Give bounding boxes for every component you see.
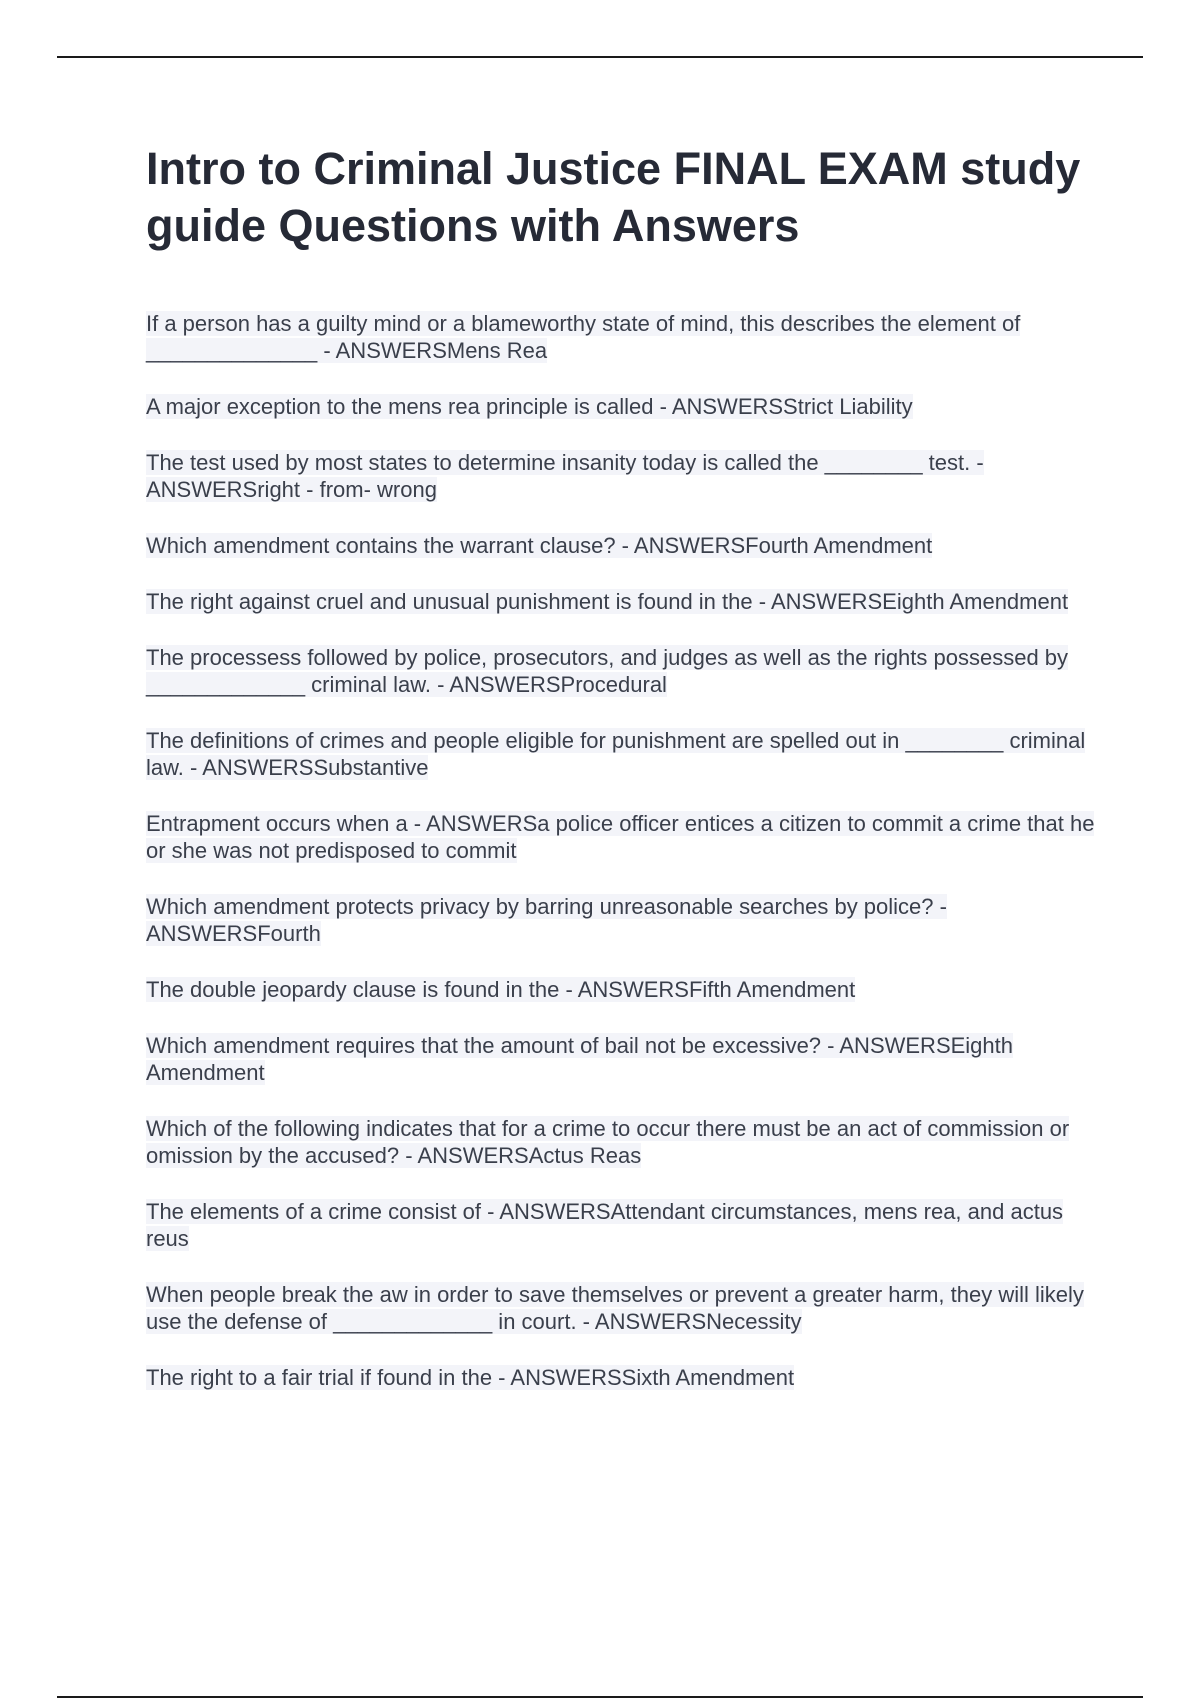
qa-item <box>146 588 1096 615</box>
bottom-divider <box>57 1696 1143 1698</box>
document-body <box>146 140 1096 1420</box>
qa-item <box>146 1115 1096 1169</box>
qa-item <box>146 1032 1096 1086</box>
qa-item-text: A major exception to the mens rea principle is called - ANSWERSStrict Liability <box>146 394 913 419</box>
qa-item-text: Which amendment requires that the amount of bail not be excessive? - ANSWERSEighth Amendment <box>146 1033 1013 1085</box>
qa-item <box>146 310 1096 364</box>
top-divider <box>57 56 1143 58</box>
qa-item <box>146 1198 1096 1252</box>
qa-item-text: Which amendment protects privacy by barring unreasonable searches by police? - ANSWERSFourth <box>146 894 947 946</box>
qa-item-text: Entrapment occurs when a - ANSWERSa police officer entices a citizen to commit a crime that he or she was not predisposed to commit <box>146 811 1095 863</box>
qa-item <box>146 893 1096 947</box>
qa-item <box>146 449 1096 503</box>
qa-item-text: The right to a fair trial if found in the - ANSWERSSixth Amendment <box>146 1365 795 1390</box>
qa-list <box>146 310 1096 1391</box>
qa-item <box>146 644 1096 698</box>
qa-item-text: When people break the aw in order to save themselves or prevent a greater harm, they will likely use the defense of _____________ in court. - ANSWERSNecessity <box>146 1282 1084 1334</box>
qa-item <box>146 1364 1096 1391</box>
qa-item <box>146 1281 1096 1335</box>
qa-item-text: If a person has a guilty mind or a blameworthy state of mind, this describes the element of ______________ - ANSWERSMens Rea <box>146 311 1021 363</box>
qa-item <box>146 532 1096 559</box>
qa-item-text: Which amendment contains the warrant clause? - ANSWERSFourth Amendment <box>146 533 933 558</box>
qa-item-text: The definitions of crimes and people eligible for punishment are spelled out in ________ criminal law. - ANSWERSSubstantive <box>146 728 1086 780</box>
qa-item-text: Which of the following indicates that for a crime to occur there must be an act of commission or omission by the accused? - ANSWERSActus Reas <box>146 1116 1070 1168</box>
qa-item <box>146 976 1096 1003</box>
qa-item-text: The elements of a crime consist of - ANSWERSAttendant circumstances, mens rea, and actus reus <box>146 1199 1064 1251</box>
qa-item-text: The right against cruel and unusual punishment is found in the - ANSWERSEighth Amendment <box>146 589 1069 614</box>
qa-item-text: The double jeopardy clause is found in the - ANSWERSFifth Amendment <box>146 977 856 1002</box>
qa-item-text: The processess followed by police, prosecutors, and judges as well as the rights possessed by _____________ criminal law. - ANSWERSProcedural <box>146 645 1069 697</box>
qa-item <box>146 393 1096 420</box>
document-title: Intro to Criminal Justice FINAL EXAM study guide Questions with Answers <box>146 143 1081 251</box>
qa-item <box>146 727 1096 781</box>
qa-item <box>146 810 1096 864</box>
qa-item-text: The test used by most states to determine insanity today is called the ________ test. - ANSWERSright - from- wrong <box>146 450 984 502</box>
